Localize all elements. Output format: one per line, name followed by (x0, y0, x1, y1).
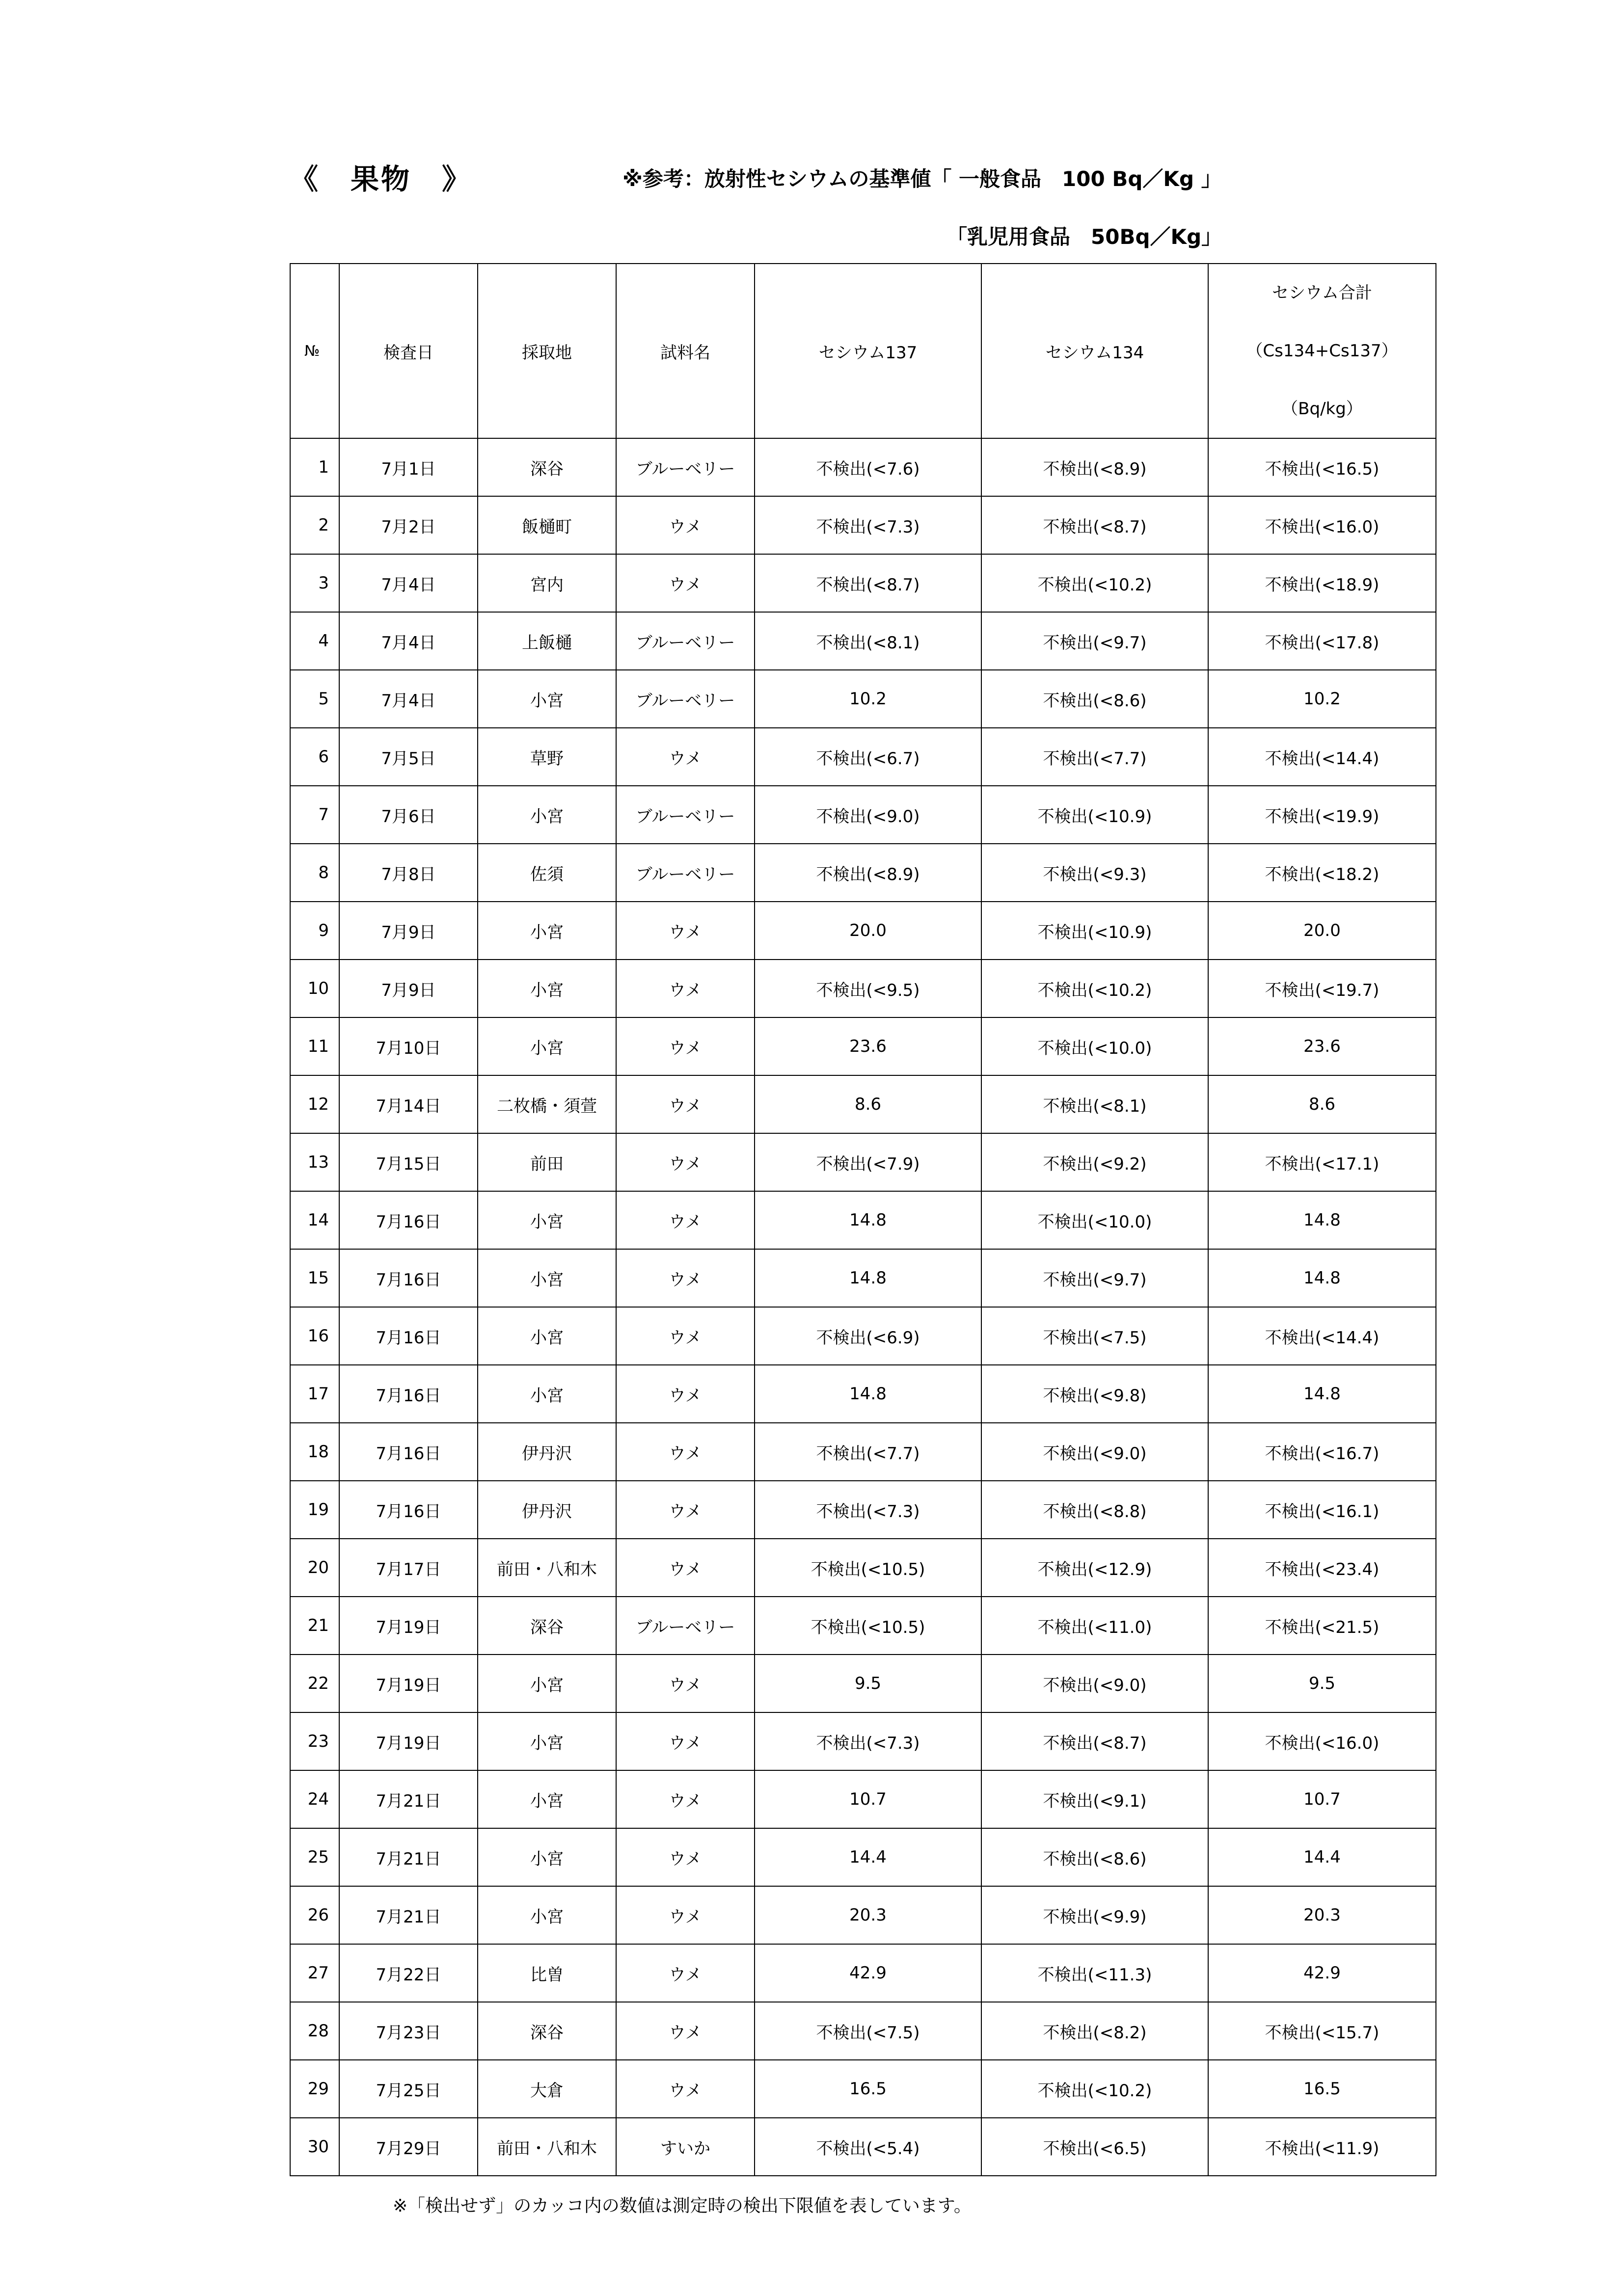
cell-sample: ウメ (616, 1365, 755, 1423)
cell-cs137: 不検出(<7.5) (755, 2002, 981, 2060)
cell-sample: すいか (616, 2118, 755, 2176)
cell-sample: ウメ (616, 554, 755, 612)
col-header-total-title: セシウム合計 (1272, 283, 1372, 303)
cell-cs137: 不検出(<6.9) (755, 1307, 981, 1365)
cell-cs134: 不検出(<9.3) (981, 844, 1208, 902)
cell-sample: ウメ (616, 960, 755, 1017)
table-row (290, 612, 1436, 670)
cell-no: 21 (290, 1597, 339, 1655)
cell-date: 7月19日 (339, 1597, 478, 1655)
cell-total: 10.2 (1208, 670, 1436, 728)
cell-location: 小宮 (478, 1712, 616, 1770)
cell-cs137: 16.5 (755, 2060, 981, 2118)
table-row (290, 1307, 1436, 1365)
cell-cs134: 不検出(<9.7) (981, 1249, 1208, 1307)
cell-cs134: 不検出(<10.2) (981, 960, 1208, 1017)
footnote: ※「検出せず」のカッコ内の数値は測定時の検出下限値を表しています。 (393, 2196, 972, 2216)
cell-no: 23 (290, 1712, 339, 1770)
cell-cs134: 不検出(<8.9) (981, 438, 1208, 496)
cell-no: 9 (290, 902, 339, 960)
cell-date: 7月19日 (339, 1655, 478, 1712)
table-row (290, 1655, 1436, 1712)
cell-total: 20.0 (1208, 902, 1436, 960)
cell-no: 6 (290, 728, 339, 786)
cell-date: 7月8日 (339, 844, 478, 902)
cell-date: 7月4日 (339, 554, 478, 612)
cell-cs137: 不検出(<7.7) (755, 1423, 981, 1481)
cell-cs134: 不検出(<7.5) (981, 1307, 1208, 1365)
cell-cs137: 不検出(<5.4) (755, 2118, 981, 2176)
cell-sample: ブルーベリー (616, 438, 755, 496)
cell-no: 5 (290, 670, 339, 728)
cell-sample: ウメ (616, 2002, 755, 2060)
header-row (290, 264, 1436, 438)
cell-total: 不検出(<17.1) (1208, 1133, 1436, 1191)
cell-cs134: 不検出(<8.6) (981, 670, 1208, 728)
cell-location: 宮内 (478, 554, 616, 612)
cell-total: 不検出(<18.9) (1208, 554, 1436, 612)
cell-no: 22 (290, 1655, 339, 1712)
cell-no: 25 (290, 1828, 339, 1886)
cell-sample: ブルーベリー (616, 670, 755, 728)
cell-cs134: 不検出(<6.5) (981, 2118, 1208, 2176)
cell-date: 7月9日 (339, 960, 478, 1017)
cell-cs134: 不検出(<10.9) (981, 786, 1208, 844)
col-header-sample: 試料名 (616, 264, 755, 438)
cell-cs134: 不検出(<10.2) (981, 554, 1208, 612)
cell-cs137: 14.8 (755, 1365, 981, 1423)
cell-cs137: 不検出(<7.3) (755, 1481, 981, 1539)
cell-no: 15 (290, 1249, 339, 1307)
cell-total: 14.4 (1208, 1828, 1436, 1886)
cell-total: 不検出(<23.4) (1208, 1539, 1436, 1597)
cell-location: 深谷 (478, 438, 616, 496)
cell-date: 7月29日 (339, 2118, 478, 2176)
cell-total: 23.6 (1208, 1017, 1436, 1075)
cell-location: 上飯樋 (478, 612, 616, 670)
table-row (290, 902, 1436, 960)
cell-sample: ウメ (616, 1249, 755, 1307)
cell-cs137: 不検出(<10.5) (755, 1597, 981, 1655)
cell-sample: ウメ (616, 496, 755, 554)
cell-cs137: 不検出(<8.9) (755, 844, 981, 902)
cell-total: 不検出(<11.9) (1208, 2118, 1436, 2176)
table-row (290, 1249, 1436, 1307)
table-row (290, 2060, 1436, 2118)
cell-location: 大倉 (478, 2060, 616, 2118)
col-header-date: 検査日 (339, 264, 478, 438)
cell-cs134: 不検出(<8.8) (981, 1481, 1208, 1539)
cell-cs137: 不検出(<9.5) (755, 960, 981, 1017)
cell-cs134: 不検出(<10.9) (981, 902, 1208, 960)
cell-cs137: 不検出(<8.1) (755, 612, 981, 670)
cell-cs134: 不検出(<9.9) (981, 1886, 1208, 1944)
cell-date: 7月23日 (339, 2002, 478, 2060)
cell-cs134: 不検出(<8.1) (981, 1075, 1208, 1133)
cell-no: 18 (290, 1423, 339, 1481)
cell-cs134: 不検出(<8.7) (981, 496, 1208, 554)
cell-cs134: 不検出(<10.0) (981, 1191, 1208, 1249)
cell-cs134: 不検出(<11.0) (981, 1597, 1208, 1655)
cell-sample: ウメ (616, 1307, 755, 1365)
cell-sample: ブルーベリー (616, 612, 755, 670)
table-row (290, 1423, 1436, 1481)
cell-sample: ブルーベリー (616, 786, 755, 844)
cell-location: 小宮 (478, 1365, 616, 1423)
cell-sample: ウメ (616, 1539, 755, 1597)
cell-no: 8 (290, 844, 339, 902)
table-row (290, 1481, 1436, 1539)
cell-cs134: 不検出(<9.0) (981, 1423, 1208, 1481)
cell-location: 伊丹沢 (478, 1481, 616, 1539)
cell-date: 7月6日 (339, 786, 478, 844)
cell-date: 7月16日 (339, 1481, 478, 1539)
col-header-no: № (290, 264, 339, 438)
cell-total: 不検出(<18.2) (1208, 844, 1436, 902)
cell-location: 小宮 (478, 1770, 616, 1828)
col-header-cs137: セシウム137 (755, 264, 981, 438)
cell-no: 17 (290, 1365, 339, 1423)
cell-total: 不検出(<17.8) (1208, 612, 1436, 670)
cell-location: 深谷 (478, 2002, 616, 2060)
cell-sample: ブルーベリー (616, 1597, 755, 1655)
cell-no: 12 (290, 1075, 339, 1133)
cell-no: 19 (290, 1481, 339, 1539)
table-row (290, 728, 1436, 786)
cell-total: 14.8 (1208, 1191, 1436, 1249)
cell-location: 小宮 (478, 786, 616, 844)
table-row (290, 1075, 1436, 1133)
cell-location: 佐須 (478, 844, 616, 902)
cell-date: 7月19日 (339, 1712, 478, 1770)
cell-total: 不検出(<16.0) (1208, 496, 1436, 554)
cell-total: 42.9 (1208, 1944, 1436, 2002)
table-row (290, 670, 1436, 728)
cell-sample: ウメ (616, 728, 755, 786)
cell-cs137: 42.9 (755, 1944, 981, 2002)
cell-cs137: 14.8 (755, 1249, 981, 1307)
results-table (290, 263, 1436, 2176)
cell-sample: ウメ (616, 1133, 755, 1191)
table-row (290, 960, 1436, 1017)
cell-total: 8.6 (1208, 1075, 1436, 1133)
table-row (290, 1712, 1436, 1770)
cell-location: 小宮 (478, 1886, 616, 1944)
cell-location: 草野 (478, 728, 616, 786)
cell-location: 小宮 (478, 1828, 616, 1886)
cell-cs137: 14.8 (755, 1191, 981, 1249)
cell-total: 不検出(<14.4) (1208, 1307, 1436, 1365)
cell-location: 伊丹沢 (478, 1423, 616, 1481)
table-row (290, 554, 1436, 612)
cell-total: 14.8 (1208, 1365, 1436, 1423)
table-row (290, 1828, 1436, 1886)
reference-standard-general: ※参考：放射性セシウムの基準値「 一般食品 100 Bq／Kg 」 (622, 167, 1222, 191)
cell-sample: ウメ (616, 1191, 755, 1249)
cell-cs137: 9.5 (755, 1655, 981, 1712)
cell-cs134: 不検出(<12.9) (981, 1539, 1208, 1597)
cell-location: 小宮 (478, 1307, 616, 1365)
cell-cs137: 不検出(<8.7) (755, 554, 981, 612)
cell-cs137: 不検出(<9.0) (755, 786, 981, 844)
cell-sample: ウメ (616, 1481, 755, 1539)
cell-no: 28 (290, 2002, 339, 2060)
cell-date: 7月2日 (339, 496, 478, 554)
cell-location: 前田・八和木 (478, 1539, 616, 1597)
cell-location: 小宮 (478, 670, 616, 728)
table-row (290, 1133, 1436, 1191)
cell-cs134: 不検出(<9.1) (981, 1770, 1208, 1828)
cell-cs137: 不検出(<7.6) (755, 438, 981, 496)
cell-cs134: 不検出(<9.8) (981, 1365, 1208, 1423)
cell-date: 7月16日 (339, 1365, 478, 1423)
col-header-location: 採取地 (478, 264, 616, 438)
cell-total: 14.8 (1208, 1249, 1436, 1307)
cell-sample: ウメ (616, 1770, 755, 1828)
cell-total: 不検出(<16.0) (1208, 1712, 1436, 1770)
cell-cs134: 不検出(<9.0) (981, 1655, 1208, 1712)
cell-sample: ウメ (616, 1075, 755, 1133)
cell-total: 不検出(<19.9) (1208, 786, 1436, 844)
table-row (290, 844, 1436, 902)
cell-sample: ウメ (616, 1017, 755, 1075)
cell-no: 16 (290, 1307, 339, 1365)
cell-cs134: 不検出(<7.7) (981, 728, 1208, 786)
cell-no: 29 (290, 2060, 339, 2118)
cell-cs137: 8.6 (755, 1075, 981, 1133)
col-header-total (1208, 264, 1436, 438)
cell-no: 10 (290, 960, 339, 1017)
cell-no: 13 (290, 1133, 339, 1191)
cell-sample: ウメ (616, 902, 755, 960)
cell-cs137: 不検出(<7.9) (755, 1133, 981, 1191)
table-row (290, 1597, 1436, 1655)
cell-sample: ウメ (616, 2060, 755, 2118)
cell-no: 27 (290, 1944, 339, 2002)
cell-cs134: 不検出(<9.7) (981, 612, 1208, 670)
cell-no: 11 (290, 1017, 339, 1075)
cell-sample: ウメ (616, 1828, 755, 1886)
cell-total: 不検出(<19.7) (1208, 960, 1436, 1017)
cell-date: 7月5日 (339, 728, 478, 786)
cell-total: 不検出(<16.7) (1208, 1423, 1436, 1481)
cell-no: 20 (290, 1539, 339, 1597)
cell-date: 7月16日 (339, 1249, 478, 1307)
cell-date: 7月4日 (339, 612, 478, 670)
cell-total: 不検出(<16.5) (1208, 438, 1436, 496)
cell-date: 7月10日 (339, 1017, 478, 1075)
cell-location: 前田・八和木 (478, 2118, 616, 2176)
cell-no: 2 (290, 496, 339, 554)
cell-date: 7月16日 (339, 1191, 478, 1249)
cell-total: 10.7 (1208, 1770, 1436, 1828)
cell-cs137: 10.2 (755, 670, 981, 728)
cell-location: 小宮 (478, 1191, 616, 1249)
cell-cs134: 不検出(<8.2) (981, 2002, 1208, 2060)
table-row (290, 2002, 1436, 2060)
cell-location: 小宮 (478, 1017, 616, 1075)
cell-location: 深谷 (478, 1597, 616, 1655)
table-row (290, 1365, 1436, 1423)
cell-location: 前田 (478, 1133, 616, 1191)
col-header-cs134: セシウム134 (981, 264, 1208, 438)
cell-no: 24 (290, 1770, 339, 1828)
cell-location: 比曽 (478, 1944, 616, 2002)
cell-cs134: 不検出(<9.2) (981, 1133, 1208, 1191)
cell-total: 16.5 (1208, 2060, 1436, 2118)
cell-cs134: 不検出(<8.6) (981, 1828, 1208, 1886)
cell-location: 小宮 (478, 960, 616, 1017)
table-row (290, 786, 1436, 844)
cell-date: 7月1日 (339, 438, 478, 496)
cell-date: 7月21日 (339, 1770, 478, 1828)
table-row (290, 1770, 1436, 1828)
cell-date: 7月17日 (339, 1539, 478, 1597)
cell-sample: ウメ (616, 1886, 755, 1944)
cell-sample: ウメ (616, 1423, 755, 1481)
table-row (290, 1539, 1436, 1597)
cell-date: 7月16日 (339, 1423, 478, 1481)
table-row (290, 496, 1436, 554)
cell-cs137: 14.4 (755, 1828, 981, 1886)
cell-date: 7月21日 (339, 1828, 478, 1886)
page-title: 《 果物 》 (290, 162, 473, 196)
cell-no: 3 (290, 554, 339, 612)
table-row (290, 1191, 1436, 1249)
cell-no: 7 (290, 786, 339, 844)
cell-cs137: 不検出(<7.3) (755, 496, 981, 554)
cell-no: 4 (290, 612, 339, 670)
cell-cs137: 20.0 (755, 902, 981, 960)
cell-cs134: 不検出(<8.7) (981, 1712, 1208, 1770)
cell-date: 7月25日 (339, 2060, 478, 2118)
cell-total: 不検出(<16.1) (1208, 1481, 1436, 1539)
cell-sample: ウメ (616, 1944, 755, 2002)
cell-cs137: 20.3 (755, 1886, 981, 1944)
cell-cs137: 23.6 (755, 1017, 981, 1075)
cell-cs134: 不検出(<11.3) (981, 1944, 1208, 2002)
cell-sample: ブルーベリー (616, 844, 755, 902)
cell-cs134: 不検出(<10.2) (981, 2060, 1208, 2118)
cell-total: 9.5 (1208, 1655, 1436, 1712)
reference-standard-infant: 「乳児用食品 50Bq／Kg」 (947, 225, 1222, 249)
cell-cs137: 不検出(<7.3) (755, 1712, 981, 1770)
cell-no: 14 (290, 1191, 339, 1249)
cell-cs137: 不検出(<6.7) (755, 728, 981, 786)
cell-no: 1 (290, 438, 339, 496)
cell-location: 飯樋町 (478, 496, 616, 554)
cell-total: 不検出(<15.7) (1208, 2002, 1436, 2060)
cell-date: 7月9日 (339, 902, 478, 960)
cell-location: 小宮 (478, 1249, 616, 1307)
cell-location: 小宮 (478, 1655, 616, 1712)
cell-sample: ウメ (616, 1655, 755, 1712)
table-body (290, 438, 1436, 2176)
table-row (290, 2118, 1436, 2176)
table-row (290, 1886, 1436, 1944)
cell-date: 7月15日 (339, 1133, 478, 1191)
table-row (290, 438, 1436, 496)
cell-total: 20.3 (1208, 1886, 1436, 1944)
cell-date: 7月4日 (339, 670, 478, 728)
cell-location: 二枚橋・須萱 (478, 1075, 616, 1133)
cell-no: 30 (290, 2118, 339, 2176)
cell-no: 26 (290, 1886, 339, 1944)
cell-total: 不検出(<21.5) (1208, 1597, 1436, 1655)
table-row (290, 1944, 1436, 2002)
cell-date: 7月16日 (339, 1307, 478, 1365)
col-header-total-formula: （Cs134+Cs137） (1246, 341, 1398, 361)
cell-location: 小宮 (478, 902, 616, 960)
cell-cs137: 不検出(<10.5) (755, 1539, 981, 1597)
cell-date: 7月22日 (339, 1944, 478, 2002)
cell-cs137: 10.7 (755, 1770, 981, 1828)
cell-date: 7月21日 (339, 1886, 478, 1944)
cell-date: 7月14日 (339, 1075, 478, 1133)
cell-total: 不検出(<14.4) (1208, 728, 1436, 786)
col-header-total-unit: （Bq/kg） (1281, 399, 1363, 419)
table-row (290, 1017, 1436, 1075)
cell-cs134: 不検出(<10.0) (981, 1017, 1208, 1075)
cell-sample: ウメ (616, 1712, 755, 1770)
